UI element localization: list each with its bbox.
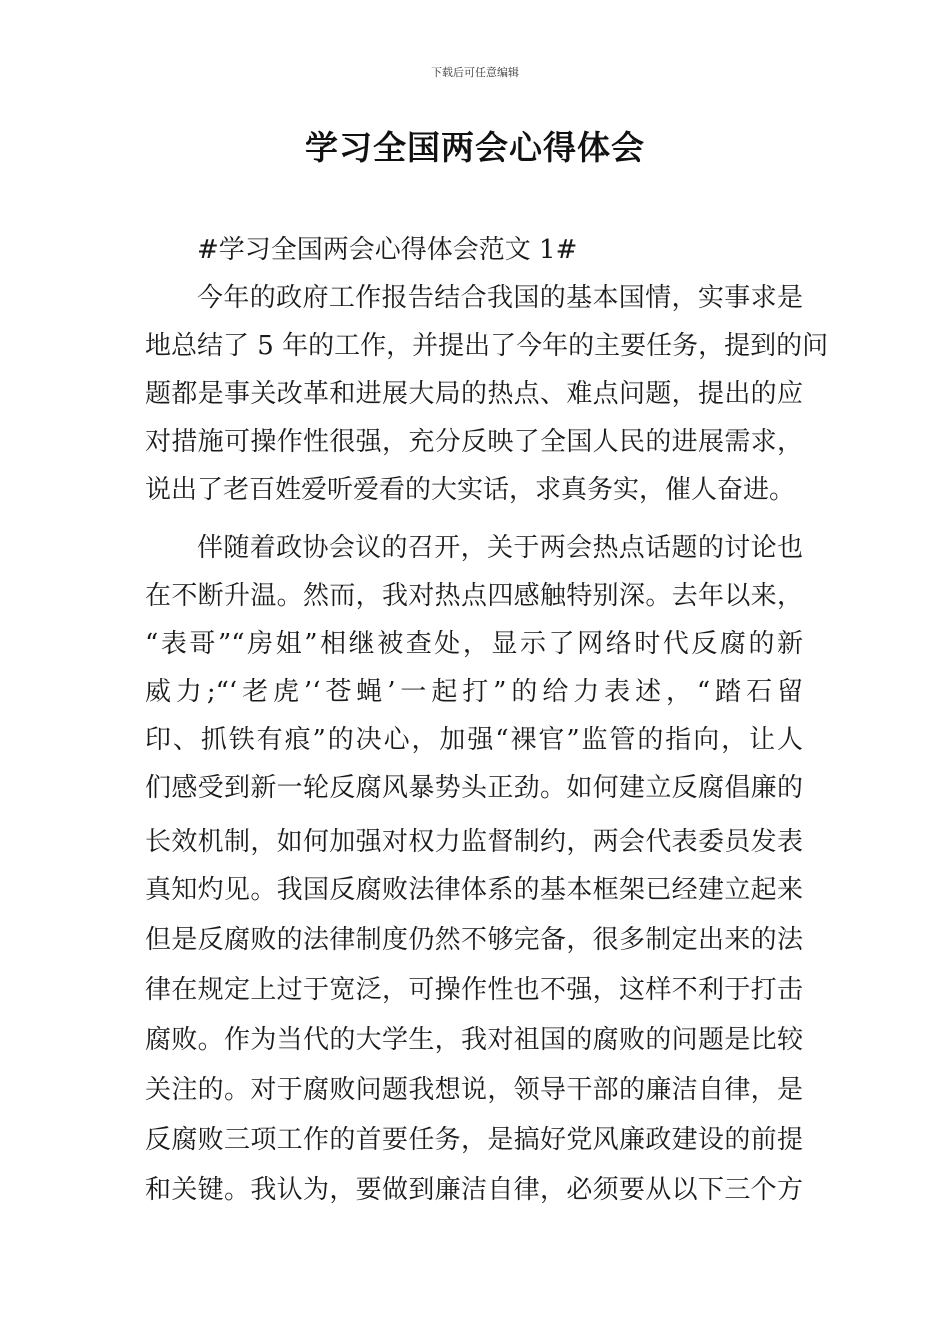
header-note: 下载后可任意编辑	[431, 66, 519, 79]
paragraph-line: 真知灼见。我国反腐败法律体系的基本框架已经建立起来	[145, 875, 803, 905]
paragraph-line: 今年的政府工作报告结合我国的基本国情，实事求是	[197, 283, 803, 313]
section-heading: #学习全国两会心得体会范文 1#	[197, 235, 578, 265]
paragraph-line: 地总结了 5 年的工作，并提出了今年的主要任务，提到的问	[145, 331, 829, 361]
paragraph-line: 反腐败三项工作的首要任务，是搞好党风廉政建设的前提	[145, 1125, 803, 1155]
paragraph-line: 关注的。对于腐败问题我想说，领导干部的廉洁自律，是	[145, 1075, 803, 1105]
paragraph-line: 对措施可操作性很强，充分反映了全国人民的进展需求，	[145, 427, 803, 457]
paragraph-line: 威力;“‘老虎’‘苍蝇’一起打”的给力表述，“踏石留	[145, 677, 803, 707]
paragraph-line: “表哥”“房姐”相继被查处，显示了网络时代反腐的新	[145, 629, 803, 659]
paragraph-line: 和关键。我认为，要做到廉洁自律，必须要从以下三个方	[145, 1175, 803, 1205]
paragraph-line: 腐败。作为当代的大学生，我对祖国的腐败的问题是比较	[145, 1025, 803, 1055]
paragraph-line: 说出了老百姓爱听爱看的大实话，求真务实，催人奋进。	[145, 475, 796, 505]
paragraph-line: 长效机制，如何加强对权力监督制约，两会代表委员发表	[145, 827, 803, 857]
paragraph-line: 们感受到新一轮反腐风暴势头正劲。如何建立反腐倡廉的	[145, 773, 803, 803]
paragraph-line: 题都是事关改革和进展大局的热点、难点问题，提出的应	[145, 379, 803, 409]
paragraph-line: 印、抓铁有痕”的决心，加强“裸官”监管的指向，让人	[145, 725, 803, 755]
paragraph-line: 在不断升温。然而，我对热点四感触特别深。去年以来，	[145, 581, 803, 611]
paragraph-line: 伴随着政协会议的召开，关于两会热点话题的讨论也	[197, 533, 803, 563]
paragraph-line: 但是反腐败的法律制度仍然不够完备，很多制定出来的法	[145, 925, 803, 955]
document-title: 学习全国两会心得体会	[305, 128, 645, 167]
paragraph-line: 律在规定上过于宽泛，可操作性也不强，这样不利于打击	[145, 975, 803, 1005]
